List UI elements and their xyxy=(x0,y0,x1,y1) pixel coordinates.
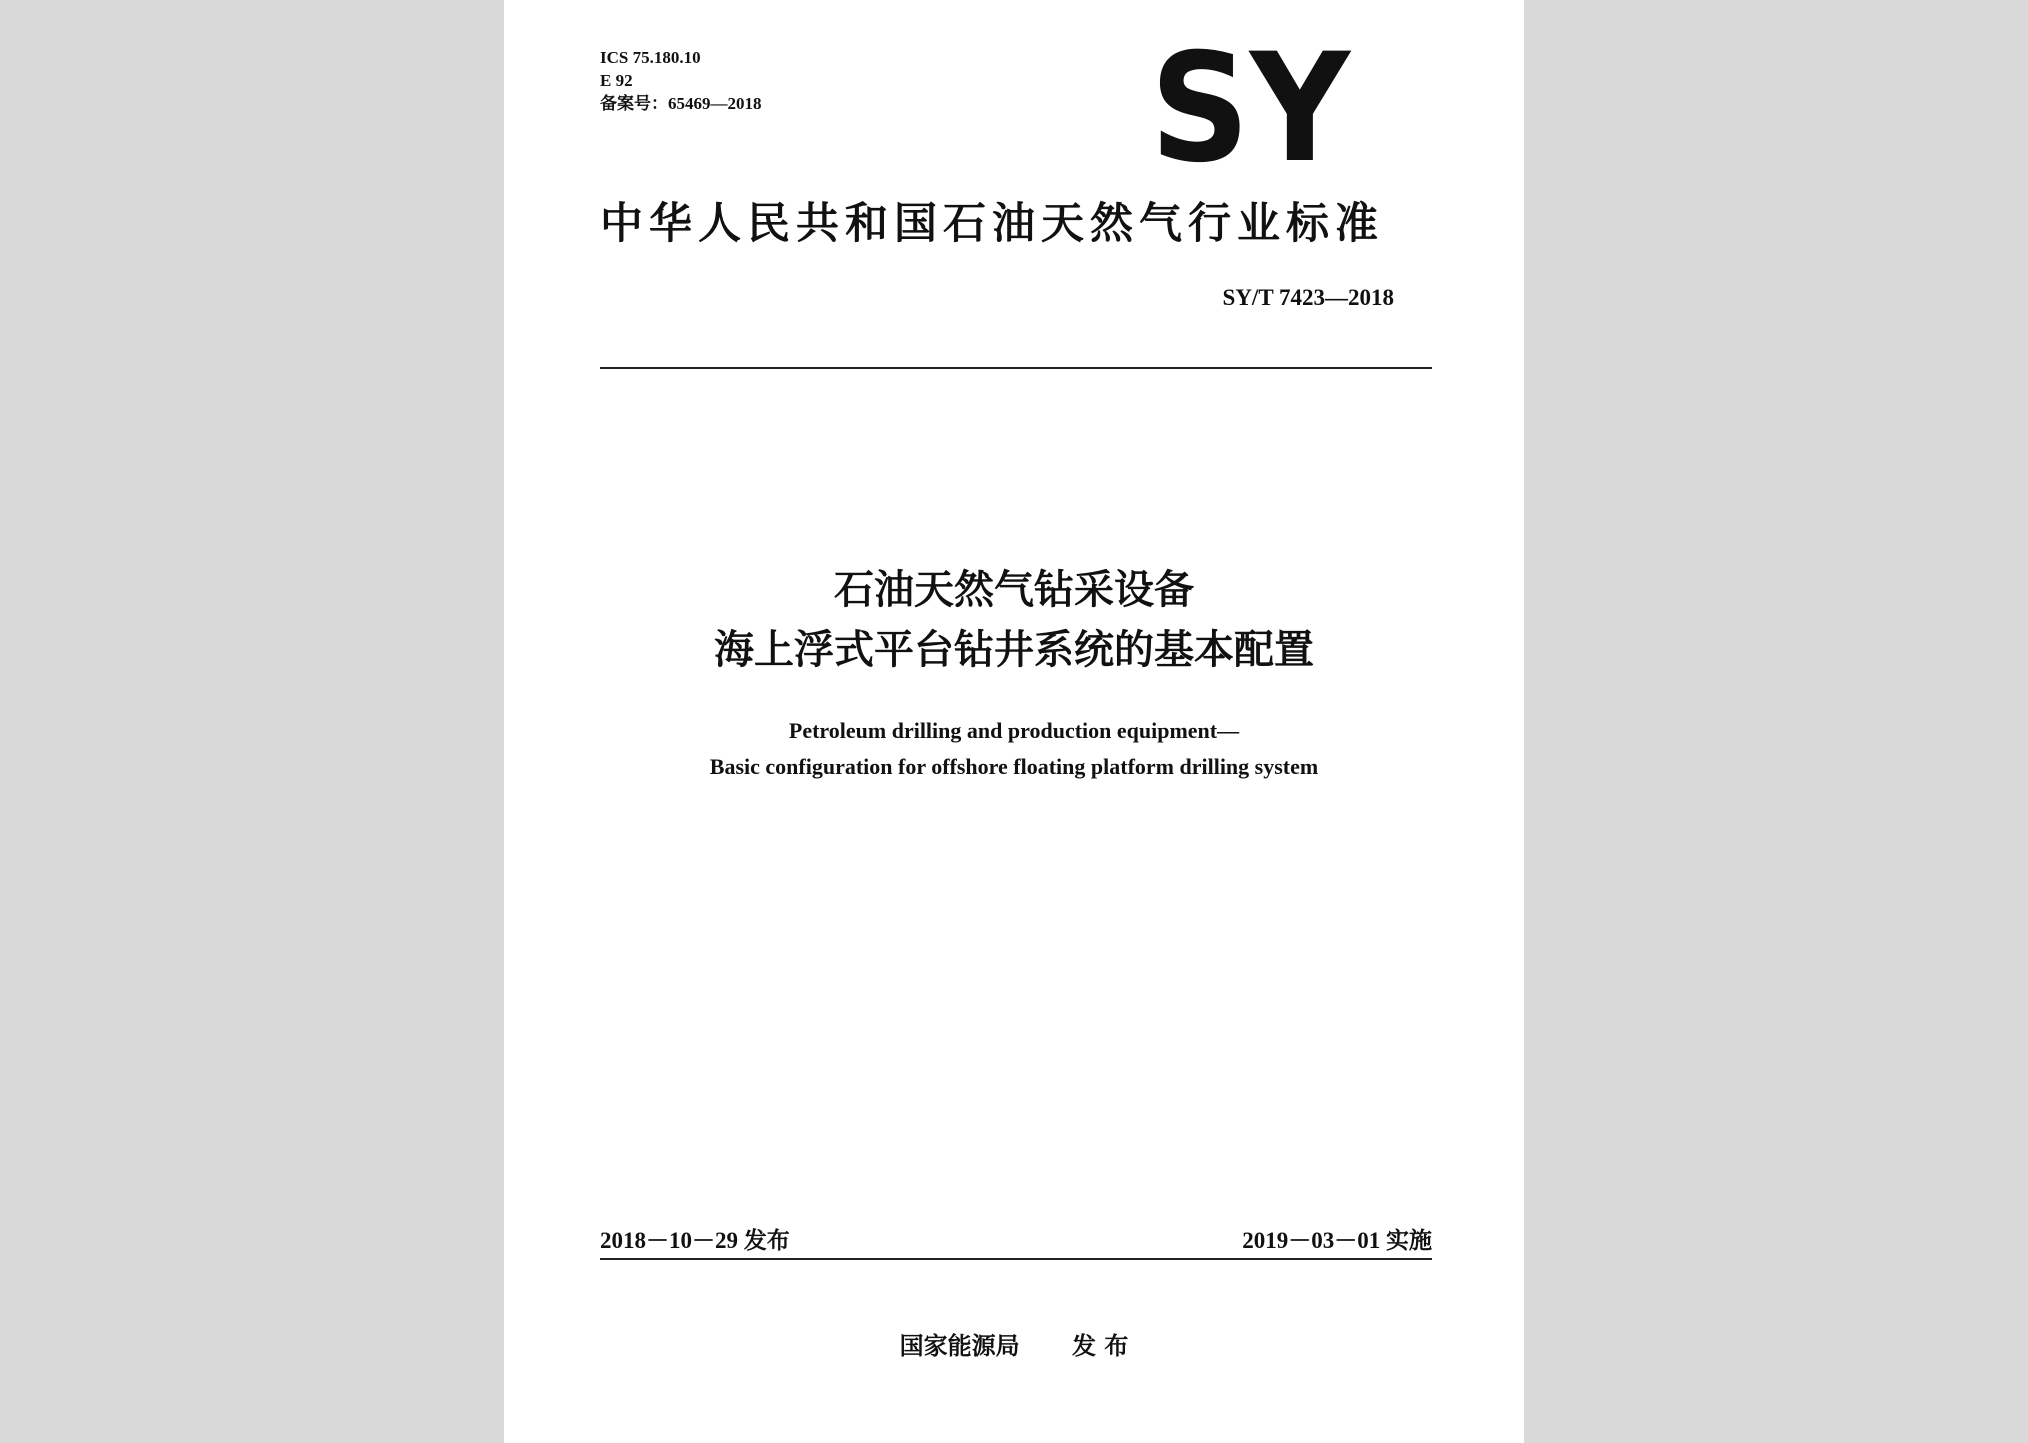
effective-label: 实施 xyxy=(1386,1228,1432,1254)
classification-codes xyxy=(600,46,762,115)
ics-code: ICS 75.180.10 xyxy=(600,48,701,67)
effective-date: 2019－03－01 xyxy=(1242,1228,1381,1253)
english-title-line-1: Petroleum drilling and production equipment— xyxy=(788,718,1240,743)
effective-date-block xyxy=(1242,1222,1432,1255)
standard-number: SY/T 7423—2018 xyxy=(1222,285,1394,310)
sy-logo xyxy=(1148,38,1353,168)
issue-date: 2018－10－29 xyxy=(600,1228,738,1253)
chinese-title xyxy=(504,560,1524,680)
english-title-line-2: Basic configuration for offshore floating platform drilling system xyxy=(709,754,1319,779)
english-title xyxy=(504,713,1524,785)
ccs-code: E 92 xyxy=(600,71,633,90)
chinese-title-line-1: 石油天然气钻采设备 xyxy=(834,567,1194,613)
footer-divider xyxy=(600,1258,1432,1260)
record-number: 备案号：65469—2018 xyxy=(600,94,762,113)
issuer-name: 国家能源局 xyxy=(899,1332,1020,1360)
issue-label: 发布 xyxy=(743,1228,790,1254)
issuing-authority xyxy=(504,1326,1524,1361)
document-page xyxy=(504,0,1524,1443)
standard-category-title: 中华人民共和国石油天然气行业标准 xyxy=(600,199,1384,249)
issue-date-block xyxy=(600,1222,790,1255)
chinese-title-line-2: 海上浮式平台钻井系统的基本配置 xyxy=(714,627,1314,673)
logo-text: SY xyxy=(1150,38,1353,168)
issuer-action: 发 布 xyxy=(1072,1332,1129,1360)
header-divider xyxy=(600,367,1432,369)
